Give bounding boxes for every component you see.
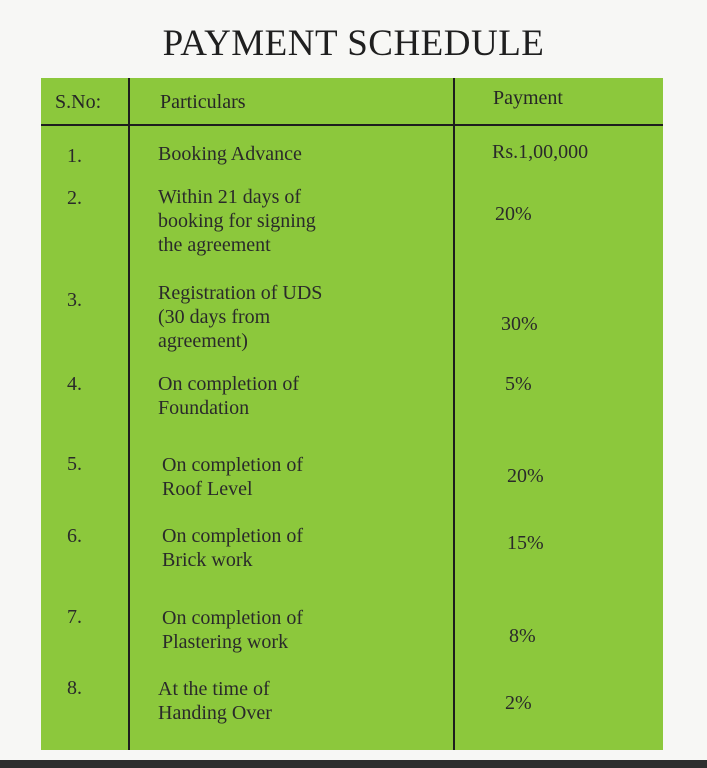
header-sno: S.No: (55, 91, 102, 113)
row-sno: 1. (67, 145, 82, 167)
row-sno: 4. (67, 373, 82, 395)
row-payment: 30% (501, 313, 538, 335)
payment-schedule-table (41, 78, 663, 750)
row-particulars: On completion of Plastering work (162, 607, 304, 653)
row-particulars: On completion of Roof Level (162, 454, 304, 500)
row-sno: 6. (67, 525, 82, 547)
row-sno: 7. (67, 606, 82, 628)
row-payment: 2% (505, 692, 532, 714)
bottom-edge (0, 760, 707, 768)
row-payment: 15% (507, 532, 544, 554)
row-particulars: Registration of UDS (30 days from agreement) (158, 282, 323, 352)
row-sno: 2. (67, 187, 82, 209)
row-particulars: Within 21 days of booking for signing the agreement (158, 186, 316, 256)
row-particulars: On completion of Brick work (162, 525, 304, 571)
header-divider (41, 124, 663, 126)
row-sno: 5. (67, 453, 82, 475)
column-divider (128, 78, 130, 750)
header-particulars: Particulars (160, 91, 246, 113)
row-payment: 8% (509, 625, 536, 647)
row-particulars: On completion of Foundation (158, 373, 300, 419)
page-title: PAYMENT SCHEDULE (162, 23, 545, 64)
row-payment: 20% (495, 203, 532, 225)
row-sno: 3. (67, 289, 82, 311)
row-particulars: At the time of Handing Over (158, 678, 272, 724)
row-sno: 8. (67, 677, 82, 699)
row-payment: Rs.1,00,000 (492, 141, 589, 163)
row-particulars: Booking Advance (158, 143, 302, 165)
column-divider (453, 78, 455, 750)
row-payment: 20% (507, 465, 544, 487)
row-payment: 5% (505, 373, 532, 395)
header-payment: Payment (493, 87, 563, 109)
